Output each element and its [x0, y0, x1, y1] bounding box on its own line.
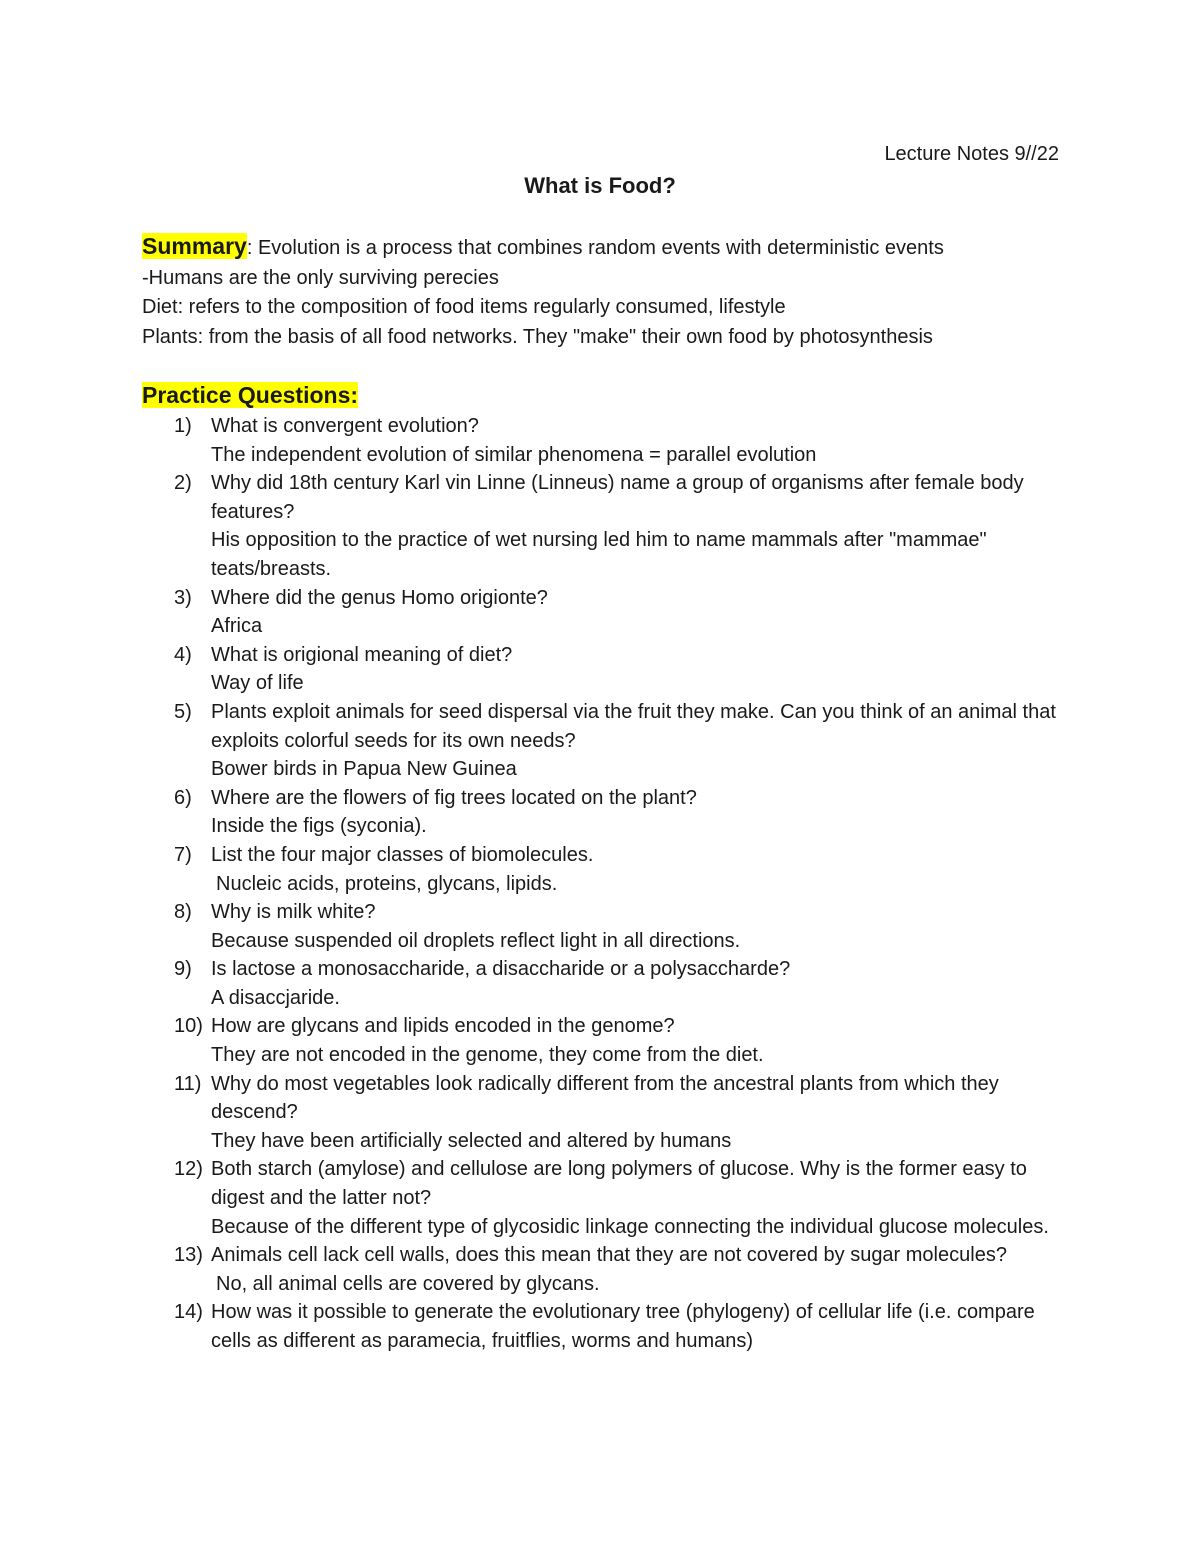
answer-text: They have been artificially selected and altered by humans — [211, 1129, 732, 1152]
question-number: 2) — [174, 472, 192, 495]
question-item — [0, 584, 1061, 641]
question-number: 6) — [174, 786, 192, 809]
question-item — [0, 784, 1061, 841]
answer-text: They are not encoded in the genome, they come from the diet. — [211, 1044, 764, 1067]
question-item — [0, 698, 1061, 784]
summary-line: -Humans are the only surviving perecies — [142, 266, 499, 289]
question-text: What is origional meaning of diet? — [211, 643, 513, 666]
question-number: 14) — [174, 1301, 203, 1324]
answer-text: His opposition to the practice of wet nursing led him to name mammals after "mammae" teats/breasts. — [211, 529, 987, 580]
summary-label: Summary — [142, 233, 247, 259]
question-text: Is lactose a monosaccharide, a disaccharide or a polysaccharde? — [211, 958, 791, 981]
answer-text: A disaccjaride. — [211, 986, 340, 1009]
question-text: Why did 18th century Karl vin Linne (Linneus) name a group of organisms after female body features? — [211, 472, 1024, 523]
practice-questions-list — [0, 412, 1200, 1356]
question-text: List the four major classes of biomolecules. — [211, 843, 594, 866]
question-number: 11) — [174, 1072, 202, 1095]
answer-text: No, all animal cells are covered by glycans. — [216, 1272, 600, 1295]
question-item — [0, 1298, 1061, 1355]
question-item — [0, 469, 1061, 583]
question-number: 5) — [174, 700, 192, 723]
question-text: Both starch (amylose) and cellulose are long polymers of glucose. Why is the former easy to digest and the latter not? — [211, 1158, 1027, 1210]
question-text: How was it possible to generate the evolutionary tree (phylogeny) of cellular life (i.e. compare cells as different as paramecia, fruitflies, worms and humans) — [211, 1301, 1035, 1352]
answer-text: Because of the different type of glycosidic linkage connecting the individual glucose molecules. — [211, 1215, 1049, 1238]
question-text: Why do most vegetables look radically different from the ancestral plants from which they descend? — [211, 1072, 999, 1124]
question-item — [0, 955, 1061, 1012]
question-text: Plants exploit animals for seed dispersal via the fruit they make. Can you think of an animal that exploits colorful seeds for its own needs? — [211, 700, 1056, 752]
question-text: Where are the flowers of fig trees located on the plant? — [211, 786, 697, 809]
summary-text: : Evolution is a process that combines random events with deterministic events — [246, 237, 944, 259]
answer-text: Nucleic acids, proteins, glycans, lipids. — [216, 872, 558, 895]
answer-text: Africa — [211, 615, 263, 638]
question-text: Why is milk white? — [211, 901, 376, 924]
question-number: 1) — [174, 415, 192, 437]
question-number: 10) — [174, 1015, 203, 1038]
question-number: 7) — [174, 843, 192, 866]
question-item — [0, 898, 1061, 955]
question-number: 12) — [174, 1158, 203, 1181]
summary-first-line — [142, 232, 1062, 264]
question-text: What is convergent evolution? — [211, 415, 479, 437]
summary-line: Plants: from the basis of all food networks. They "make" their own food by photosynthesis — [142, 325, 933, 348]
question-item — [0, 412, 1061, 469]
question-item — [0, 841, 1061, 898]
answer-text: Inside the figs (syconia). — [211, 815, 427, 838]
question-item — [0, 1012, 1061, 1069]
answer-text: The independent evolution of similar phenomena = parallel evolution — [211, 443, 817, 466]
practice-questions-heading: Practice Questions: — [142, 382, 359, 408]
question-item — [0, 1241, 1061, 1298]
question-number: 3) — [174, 586, 192, 609]
page-title: What is Food? — [524, 173, 676, 198]
question-number: 13) — [174, 1244, 203, 1267]
summary-line: Diet: refers to the composition of food items regularly consumed, lifestyle — [142, 296, 786, 318]
question-text: Where did the genus Homo origionte? — [211, 586, 548, 609]
summary-section — [142, 232, 1062, 352]
question-item — [0, 1070, 1061, 1156]
answer-text: Way of life — [211, 672, 304, 695]
question-item — [0, 641, 1061, 698]
question-text: Animals cell lack cell walls, does this mean that they are not covered by sugar molecules? — [211, 1244, 1007, 1267]
question-number: 4) — [174, 643, 192, 666]
answer-text: Because suspended oil droplets reflect light in all directions. — [211, 929, 741, 952]
question-number: 8) — [174, 901, 192, 924]
question-number: 9) — [174, 958, 192, 981]
question-item — [0, 1155, 1061, 1241]
answer-text: Bower birds in Papua New Guinea — [211, 758, 517, 781]
lecture-date: Lecture Notes 9//22 — [884, 143, 1059, 165]
question-text: How are glycans and lipids encoded in the genome? — [211, 1015, 675, 1038]
